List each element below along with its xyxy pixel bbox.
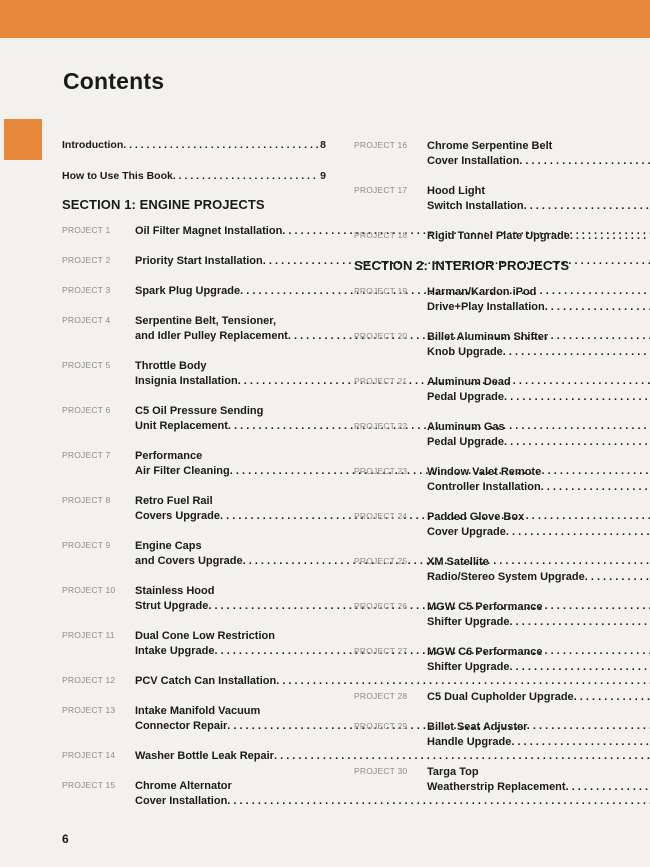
project-title-text: Rigid Tunnel Plate Upgrade xyxy=(427,230,570,242)
toc-entry-project-4[interactable] xyxy=(354,420,618,450)
toc-entry-project-15[interactable] xyxy=(62,779,326,809)
project-title-text: and Idler Pulley Replacement xyxy=(135,330,288,342)
project-title-last-line xyxy=(427,780,650,795)
project-label: PROJECT 30 xyxy=(354,766,408,776)
project-label: PROJECT 9 xyxy=(62,540,111,550)
project-title xyxy=(427,375,650,405)
page-title: Contents xyxy=(63,68,165,94)
section-2-entries xyxy=(354,285,618,795)
toc-entry-project-11[interactable] xyxy=(354,720,618,750)
toc-entry-project-5[interactable] xyxy=(354,465,618,495)
project-title-last-line xyxy=(427,199,650,214)
toc-entry-project-1[interactable] xyxy=(354,285,618,315)
toc-entry-project-1[interactable] xyxy=(62,224,326,239)
dot-leader xyxy=(570,229,650,244)
project-title-line: Serpentine Belt, Tensioner, xyxy=(135,315,276,327)
toc-entry-project-12[interactable] xyxy=(62,674,326,689)
project-label: PROJECT 1 xyxy=(62,225,111,235)
project-title-text: Shifter Upgrade xyxy=(427,616,510,628)
entry-page: 8 xyxy=(320,139,326,151)
project-title-last-line xyxy=(427,690,650,705)
project-label: PROJECT 2 xyxy=(62,255,111,265)
dot-leader xyxy=(504,435,650,450)
project-title-last-line xyxy=(427,570,650,585)
project-title xyxy=(427,229,650,244)
toc-entry-project-8[interactable] xyxy=(62,494,326,524)
project-title-last-line xyxy=(427,390,650,405)
project-title xyxy=(427,184,650,214)
project-title-line: Performance xyxy=(135,450,203,462)
project-title-text: Strut Upgrade xyxy=(135,600,209,612)
project-label: PROJECT 25 xyxy=(354,556,408,566)
dot-leader xyxy=(123,139,318,152)
project-title-line: Padded Glove Box xyxy=(427,511,525,523)
toc-entry-project-2[interactable] xyxy=(354,330,618,360)
project-title-last-line xyxy=(427,300,650,315)
project-title-text: Cover Upgrade xyxy=(427,526,506,538)
project-title-text: Pedal Upgrade xyxy=(427,391,505,403)
project-title-line: XM Satellite xyxy=(427,556,489,568)
project-label: PROJECT 16 xyxy=(354,140,408,150)
project-title-text: Washer Bottle Leak Repair xyxy=(135,750,274,762)
toc-entry-project-2[interactable] xyxy=(62,254,326,269)
dot-leader xyxy=(574,690,650,705)
dot-leader xyxy=(511,735,650,750)
project-title-last-line xyxy=(427,615,650,630)
project-title-line: Aluminum Gas xyxy=(427,421,505,433)
dot-leader xyxy=(510,660,650,675)
project-title-line: MGW C5 Performance xyxy=(427,601,543,613)
project-label: PROJECT 27 xyxy=(354,646,408,656)
project-title-text: Drive+Play Installation xyxy=(427,301,545,313)
project-title-last-line xyxy=(427,229,650,244)
project-title-line: Engine Caps xyxy=(135,540,202,552)
project-title xyxy=(427,555,650,585)
project-label: PROJECT 7 xyxy=(62,450,111,460)
project-title-line: Stainless Hood xyxy=(135,585,215,597)
project-label: PROJECT 28 xyxy=(354,691,408,701)
project-title-text: C5 Dual Cupholder Upgrade xyxy=(427,691,574,703)
project-title-text: Covers Upgrade xyxy=(135,510,220,522)
project-label: PROJECT 13 xyxy=(62,705,116,715)
dot-leader xyxy=(524,199,650,214)
project-title-line: Chrome Alternator xyxy=(135,780,232,792)
dot-leader xyxy=(585,570,650,585)
section-1-entries xyxy=(62,224,326,809)
project-title xyxy=(427,330,650,360)
project-title-line: Hood Light xyxy=(427,185,486,197)
project-title-text: Cover Installation xyxy=(427,155,520,167)
toc-entry-project-6[interactable] xyxy=(354,510,618,540)
project-title xyxy=(427,645,650,675)
toc-entry-project-7[interactable] xyxy=(62,449,326,479)
project-label: PROJECT 23 xyxy=(354,466,408,476)
toc-entry-project-18[interactable] xyxy=(354,229,618,244)
toc-entry-project-4[interactable] xyxy=(62,314,326,344)
toc-entry-project-6[interactable] xyxy=(62,404,326,434)
project-label: PROJECT 10 xyxy=(62,585,116,595)
project-label: PROJECT 20 xyxy=(354,331,408,341)
dot-leader xyxy=(519,154,650,169)
dot-leader xyxy=(510,615,650,630)
toc-entry-project-11[interactable] xyxy=(62,629,326,659)
project-title-text: Knob Upgrade xyxy=(427,346,503,358)
dot-leader xyxy=(173,170,318,183)
project-title-line: Targa Top xyxy=(427,766,479,778)
project-title-text: Controller Installation xyxy=(427,481,541,493)
toc-entry-project-8[interactable] xyxy=(354,600,618,630)
project-title-text: Intake Upgrade xyxy=(135,645,215,657)
project-title-line: Aluminum Dead xyxy=(427,376,511,388)
project-title-line: Billet Seat Adjuster xyxy=(427,721,528,733)
toc-entry-project-12[interactable] xyxy=(354,765,618,795)
project-title xyxy=(427,600,650,630)
toc-entry-project-10[interactable] xyxy=(354,690,618,705)
project-title-text: Cover Installation xyxy=(135,795,228,807)
toc-entry-project-3[interactable] xyxy=(62,284,326,299)
project-title-last-line xyxy=(427,660,650,675)
section-1-heading: SECTION 1: ENGINE PROJECTS xyxy=(62,197,265,212)
section-2-heading: SECTION 2: INTERIOR PROJECTS xyxy=(354,258,570,273)
project-title-text: Insignia Installation xyxy=(135,375,238,387)
project-title-text: Priority Start Installation xyxy=(135,255,263,267)
project-title-last-line xyxy=(427,345,650,360)
toc-entry-introduction[interactable] xyxy=(62,139,326,152)
project-title-last-line xyxy=(427,525,650,540)
project-title xyxy=(427,285,650,315)
toc-left-column xyxy=(62,139,326,809)
project-label: PROJECT 18 xyxy=(354,230,408,240)
page-number: 6 xyxy=(62,832,69,846)
dot-leader xyxy=(545,300,650,315)
side-color-tab xyxy=(4,119,42,160)
project-title xyxy=(427,690,650,705)
toc-entry-project-5[interactable] xyxy=(62,359,326,389)
project-title-text: Oil Filter Magnet Installation xyxy=(135,225,283,237)
project-label: PROJECT 19 xyxy=(354,286,408,296)
toc-entry-project-13[interactable] xyxy=(62,704,326,734)
project-label: PROJECT 8 xyxy=(62,495,111,505)
project-title-text: Spark Plug Upgrade xyxy=(135,285,241,297)
project-title-last-line xyxy=(135,794,650,809)
project-title-line: Billet Aluminum Shifter xyxy=(427,331,549,343)
project-label: PROJECT 24 xyxy=(354,511,408,521)
entry-page: 9 xyxy=(320,170,326,182)
project-title-text: Switch Installation xyxy=(427,200,524,212)
project-label: PROJECT 12 xyxy=(62,675,116,685)
project-title-last-line xyxy=(427,735,650,750)
project-title xyxy=(427,465,650,495)
project-title-line: Dual Cone Low Restriction xyxy=(135,630,275,642)
project-title-line: Harman/Kardon iPod xyxy=(427,286,537,298)
project-title-text: and Covers Upgrade xyxy=(135,555,243,567)
project-label: PROJECT 26 xyxy=(354,601,408,611)
project-label: PROJECT 22 xyxy=(354,421,408,431)
project-label: PROJECT 17 xyxy=(354,185,408,195)
project-label: PROJECT 29 xyxy=(354,721,408,731)
project-label: PROJECT 15 xyxy=(62,780,116,790)
project-label: PROJECT 3 xyxy=(62,285,111,295)
project-title-last-line xyxy=(427,154,650,169)
project-title-text: Shifter Upgrade xyxy=(427,661,510,673)
toc-right-column xyxy=(354,139,618,795)
project-title-text: Connector Repair xyxy=(135,720,228,732)
project-title-text: Air Filter Cleaning xyxy=(135,465,230,477)
toc-entry-project-10[interactable] xyxy=(62,584,326,614)
dot-leader xyxy=(541,480,650,495)
dot-leader xyxy=(503,345,650,360)
project-label: PROJECT 4 xyxy=(62,315,111,325)
toc-entry-project-16[interactable] xyxy=(354,139,618,169)
project-title-text: Weatherstrip Replacement xyxy=(427,781,566,793)
project-label: PROJECT 14 xyxy=(62,750,116,760)
project-title-text: Pedal Upgrade xyxy=(427,436,505,448)
dot-leader xyxy=(504,390,650,405)
project-title-line: Window Valet Remote xyxy=(427,466,542,478)
toc-entry-project-7[interactable] xyxy=(354,555,618,585)
project-label: PROJECT 21 xyxy=(354,376,408,386)
toc-entry-project-9[interactable] xyxy=(62,539,326,569)
project-title-line: Throttle Body xyxy=(135,360,207,372)
project-title xyxy=(427,720,650,750)
project-title xyxy=(427,765,650,795)
project-label: PROJECT 11 xyxy=(62,630,115,640)
project-title xyxy=(427,139,650,169)
dot-leader xyxy=(506,525,650,540)
toc-entry-project-14[interactable] xyxy=(62,749,326,764)
project-title-line: MGW C6 Performance xyxy=(427,646,543,658)
project-title-text: Radio/Stereo System Upgrade xyxy=(427,571,585,583)
project-title xyxy=(427,420,650,450)
toc-entry-project-3[interactable] xyxy=(354,375,618,405)
entry-title: How to Use This Book xyxy=(62,170,173,182)
project-title-text: Unit Replacement xyxy=(135,420,228,432)
project-title-last-line xyxy=(427,435,650,450)
toc-entry-project-17[interactable] xyxy=(354,184,618,214)
project-title-line: C5 Oil Pressure Sending xyxy=(135,405,264,417)
project-title-line: Intake Manifold Vacuum xyxy=(135,705,261,717)
dot-leader xyxy=(566,780,650,795)
dot-leader xyxy=(227,794,650,809)
project-title-text: PCV Catch Can Installation xyxy=(135,675,277,687)
top-color-band xyxy=(0,0,650,38)
toc-entry-project-9[interactable] xyxy=(354,645,618,675)
project-title-line: Retro Fuel Rail xyxy=(135,495,213,507)
entry-title: Introduction xyxy=(62,139,124,151)
project-title-line: Chrome Serpentine Belt xyxy=(427,140,553,152)
project-title-last-line xyxy=(427,480,650,495)
project-title-text: Handle Upgrade xyxy=(427,736,512,748)
project-label: PROJECT 6 xyxy=(62,405,111,415)
project-title xyxy=(427,510,650,540)
section-1-entries-continued xyxy=(354,139,618,244)
toc-entry-how-to-use[interactable] xyxy=(62,170,326,183)
project-label: PROJECT 5 xyxy=(62,360,111,370)
